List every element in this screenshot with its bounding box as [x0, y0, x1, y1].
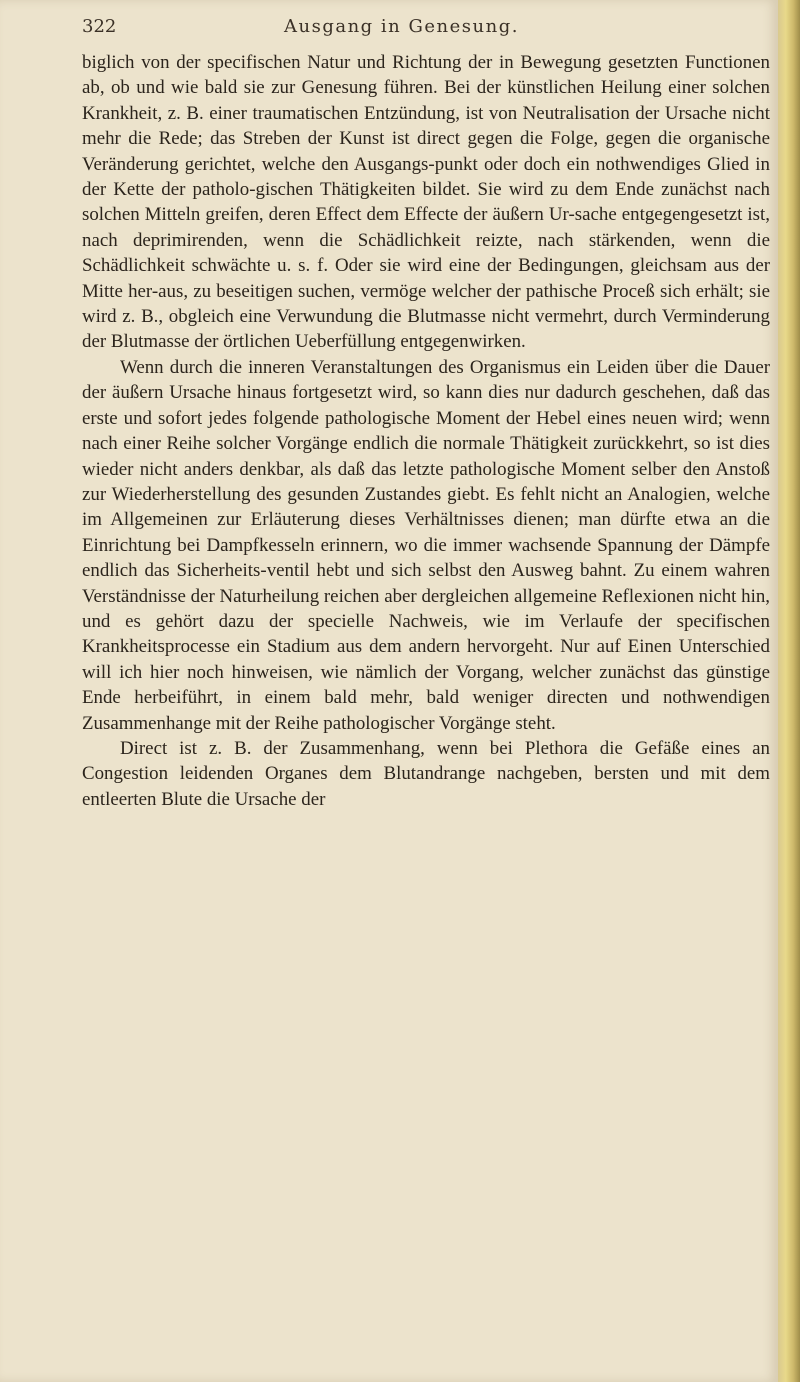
- running-title: Ausgang in Genesung.: [284, 16, 519, 37]
- paragraph-1: biglich von der specifischen Natur und Richtung der in Bewegung gesetzten Functionen ab, ob und wie bald sie zur Genesung führen. Bei der künstlichen Heilung einer solchen Krankheit, z. B. einer traumatischen Entzündung, ist von Neutralisation der Ursache nicht mehr die Rede; das Streben der Kunst ist direct gegen die Folge, gegen die organische Veränderung gerichtet, welche den Ausgangs-punkt oder doch ein nothwendiges Glied in der Kette der patholo-gischen Thätigkeiten bildet. Sie wird zu dem Ende zunächst nach solchen Mitteln greifen, deren Effect dem Effecte der äußern Ur-sache entgegengesetzt ist, nach deprimirenden, wenn die Schädlichkeit reizte, nach stärkenden, wenn die Schädlichkeit schwächte u. s. f. Oder sie wird eine der Bedingungen, gleichsam aus der Mitte her-aus, zu beseitigen suchen, vermöge welcher der pathische Proceß sich erhält; sie wird z. B., obgleich eine Verwundung die Blutmasse nicht vermehrt, durch Verminderung der Blutmasse der örtlichen Ueberfüllung entgegenwirken.: [82, 52, 770, 353]
- body-text: [82, 50, 770, 812]
- page-header: [82, 14, 772, 44]
- paragraph-2: Wenn durch die inneren Veranstaltungen des Organismus ein Leiden über die Dauer der äußern Ursache hinaus fortgesetzt wird, so kann dies nur dadurch geschehen, daß das erste und sofort jedes folgende pathologische Moment der Hebel eines neuen wird; wenn nach einer Reihe solcher Vorgänge endlich die normale Thätigkeit zurückkehrt, so ist dies wieder nicht anders denkbar, als daß das letzte pathologische Moment selber den Anstoß zur Wiederherstellung des gesunden Zustandes giebt. Es fehlt nicht an Analogien, welche im Allgemeinen zur Erläuterung dieses Verhältnisses dienen; man dürfte etwa an die Einrichtung bei Dampfkesseln erinnern, wo die immer wachsende Spannung der Dämpfe endlich das Sicherheits-ventil hebt und sich selbst den Ausweg bahnt. Zu einem wahren Verständnisse der Naturheilung reichen aber dergleichen allgemeine Reflexionen nicht hin, und es gehört dazu der specielle Nachweis, wie im Verlaufe der specifischen Krankheitsprocesse ein Stadium aus dem andern hervorgeht. Nur auf Einen Unterschied will ich hier noch hinweisen, wie nämlich der Vorgang, welcher zunächst das günstige Ende herbeiführt, in einem bald mehr, bald weniger directen und nothwendigen Zusammenhange mit der Reihe pathologischer Vorgänge steht.: [82, 356, 770, 734]
- paragraph-3: Direct ist z. B. der Zusammenhang, wenn bei Plethora die Gefäße eines an Congestion leidenden Organes dem Blutandrange nachgeben, bersten und mit dem entleerten Blute die Ursache der: [82, 737, 770, 810]
- book-edge: [778, 0, 800, 1382]
- page-number: 322: [82, 16, 117, 37]
